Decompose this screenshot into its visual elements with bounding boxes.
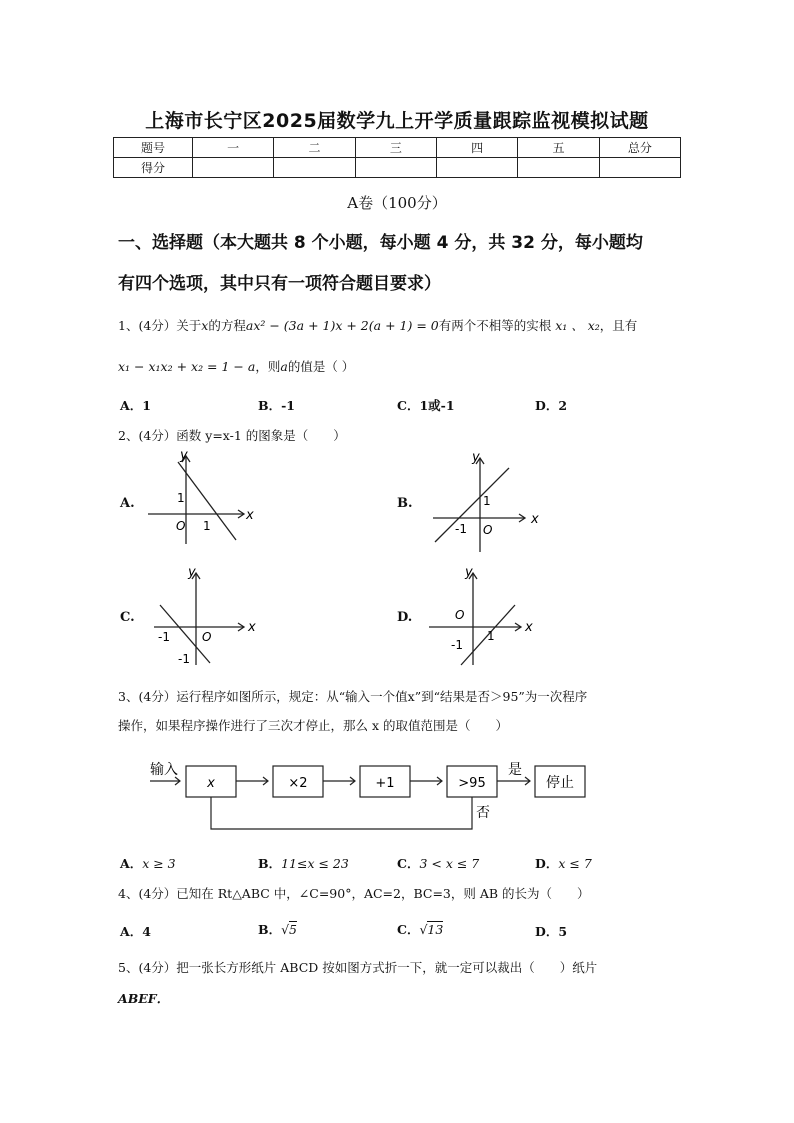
question-1-option-a[interactable]: A．1 bbox=[120, 398, 151, 413]
score-cell[interactable] bbox=[599, 158, 680, 178]
score-header-cell: 五 bbox=[518, 138, 599, 158]
axis-y-label: y bbox=[188, 565, 196, 580]
question-2-option-b[interactable]: B. bbox=[397, 496, 413, 511]
flow-yes-label: 是 bbox=[508, 762, 522, 778]
question-2-option-d[interactable]: D. bbox=[397, 610, 413, 625]
score-header-cell: 总分 bbox=[599, 138, 680, 158]
graph-a bbox=[140, 448, 260, 548]
score-header-cell: 二 bbox=[274, 138, 355, 158]
score-table-score-row bbox=[114, 158, 681, 178]
tick-label: 1 bbox=[487, 629, 495, 643]
question-2-option-a[interactable]: A. bbox=[120, 496, 135, 511]
program-flowchart bbox=[140, 755, 600, 835]
question-2-stem: 2、(4分）函数 y=x-1 的图象是（ ） bbox=[118, 428, 346, 443]
graph-d bbox=[425, 565, 550, 670]
question-3-option-b[interactable]: B．11≤x ≤ 23 bbox=[258, 856, 349, 871]
score-row-label: 得分 bbox=[114, 158, 193, 178]
flow-loop-line bbox=[211, 797, 472, 829]
score-header-cell: 三 bbox=[355, 138, 436, 158]
axis-x-label: x bbox=[531, 512, 539, 527]
svg-text:×2: ×2 bbox=[288, 776, 308, 791]
question-1-option-d[interactable]: D．2 bbox=[535, 398, 568, 413]
tick-label: -1 bbox=[178, 652, 190, 666]
score-cell[interactable] bbox=[274, 158, 355, 178]
question-4-option-b[interactable]: B．√5 bbox=[258, 922, 297, 937]
axis-x-label: x bbox=[248, 620, 256, 635]
svg-text:x: x bbox=[207, 776, 215, 791]
question-1-equation: ax² − (3a + 1)x + 2(a + 1) = 0 bbox=[245, 318, 439, 333]
score-cell[interactable] bbox=[518, 158, 599, 178]
flow-input-label: 输入 bbox=[150, 762, 178, 778]
question-3-option-d[interactable]: D．x ≤ 7 bbox=[535, 856, 592, 871]
graph-c bbox=[150, 565, 265, 670]
section-heading-line2: 有四个选项，其中只有一项符合题目要求） bbox=[118, 274, 441, 294]
score-table bbox=[113, 137, 681, 178]
sqrt-symbol: √ bbox=[281, 922, 290, 937]
tick-label: -1 bbox=[158, 630, 170, 644]
question-2-option-c[interactable]: C. bbox=[120, 610, 135, 625]
question-3-stem-line2: 操作，如果程序操作进行了三次才停止，那么 x 的取值范围是（ ） bbox=[118, 718, 508, 733]
axis-y-label: y bbox=[180, 448, 188, 463]
question-3-option-a[interactable]: A．x ≥ 3 bbox=[120, 856, 176, 871]
question-4-option-a[interactable]: A．4 bbox=[120, 924, 151, 939]
question-1-condition: x₁ − x₁x₂ + x₂ = 1 − a，则a的值是（ ） bbox=[118, 359, 355, 374]
origin-label: O bbox=[176, 519, 186, 533]
origin-label: O bbox=[455, 608, 465, 622]
svg-text:停止: 停止 bbox=[546, 775, 574, 791]
tick-label: 1 bbox=[483, 494, 491, 508]
question-5-tail: ABEF． bbox=[118, 991, 170, 1006]
question-3-stem-line1: 3、(4分）运行程序如图所示，规定：从“输入一个值x”到“结果是否＞95”为一次程序 bbox=[118, 689, 588, 704]
svg-text:+1: +1 bbox=[375, 776, 395, 791]
tick-label: 1 bbox=[203, 519, 211, 533]
page-title: 上海市长宁区2025届数学九上开学质量跟踪监视模拟试题 bbox=[145, 110, 649, 132]
axis-y-label: y bbox=[465, 565, 473, 580]
score-header-cell: 一 bbox=[193, 138, 274, 158]
question-1-stem: 1、(4分）关于x的方程ax² − (3a + 1)x + 2(a + 1) = 0有两个不相等的实根 x₁ 、 x₂，且有 bbox=[118, 318, 638, 333]
origin-label: O bbox=[202, 630, 212, 644]
sqrt-symbol: √ bbox=[419, 922, 428, 937]
origin-label: O bbox=[483, 523, 493, 537]
axis-x-label: x bbox=[525, 620, 533, 635]
tick-label: -1 bbox=[451, 638, 463, 652]
axis-y-label: y bbox=[472, 450, 480, 465]
score-cell[interactable] bbox=[193, 158, 274, 178]
question-3-option-c[interactable]: C．3 < x ≤ 7 bbox=[397, 856, 480, 871]
score-cell[interactable] bbox=[436, 158, 517, 178]
score-header-cell: 题号 bbox=[114, 138, 193, 158]
score-cell[interactable] bbox=[355, 158, 436, 178]
axis-x-label: x bbox=[246, 508, 254, 523]
question-4-stem: 4、(4分）已知在 Rt△ABC 中，∠C=90°，AC=2，BC=3，则 AB 的长为（ ） bbox=[118, 886, 590, 901]
section-heading-line1: 一、选择题（本大题共 8 个小题，每小题 4 分，共 32 分，每小题均 bbox=[118, 233, 643, 253]
graph-b bbox=[425, 450, 550, 555]
svg-text:>95: >95 bbox=[458, 776, 486, 791]
question-4-option-d[interactable]: D．5 bbox=[535, 924, 568, 939]
score-table-header-row bbox=[114, 138, 681, 158]
score-header-cell: 四 bbox=[436, 138, 517, 158]
question-5-stem: 5、(4分）把一张长方形纸片 ABCD 按如图方式折一下，就一定可以裁出（ ）纸片 bbox=[118, 960, 598, 975]
question-1-option-b[interactable]: B．-1 bbox=[258, 398, 295, 413]
paper-label: A卷（100分） bbox=[347, 194, 447, 212]
question-1-option-c[interactable]: C．1或-1 bbox=[397, 398, 455, 413]
tick-label: -1 bbox=[455, 522, 467, 536]
flow-no-label: 否 bbox=[476, 805, 490, 821]
tick-label: 1 bbox=[177, 491, 185, 505]
question-4-option-c[interactable]: C．√13 bbox=[397, 922, 444, 937]
